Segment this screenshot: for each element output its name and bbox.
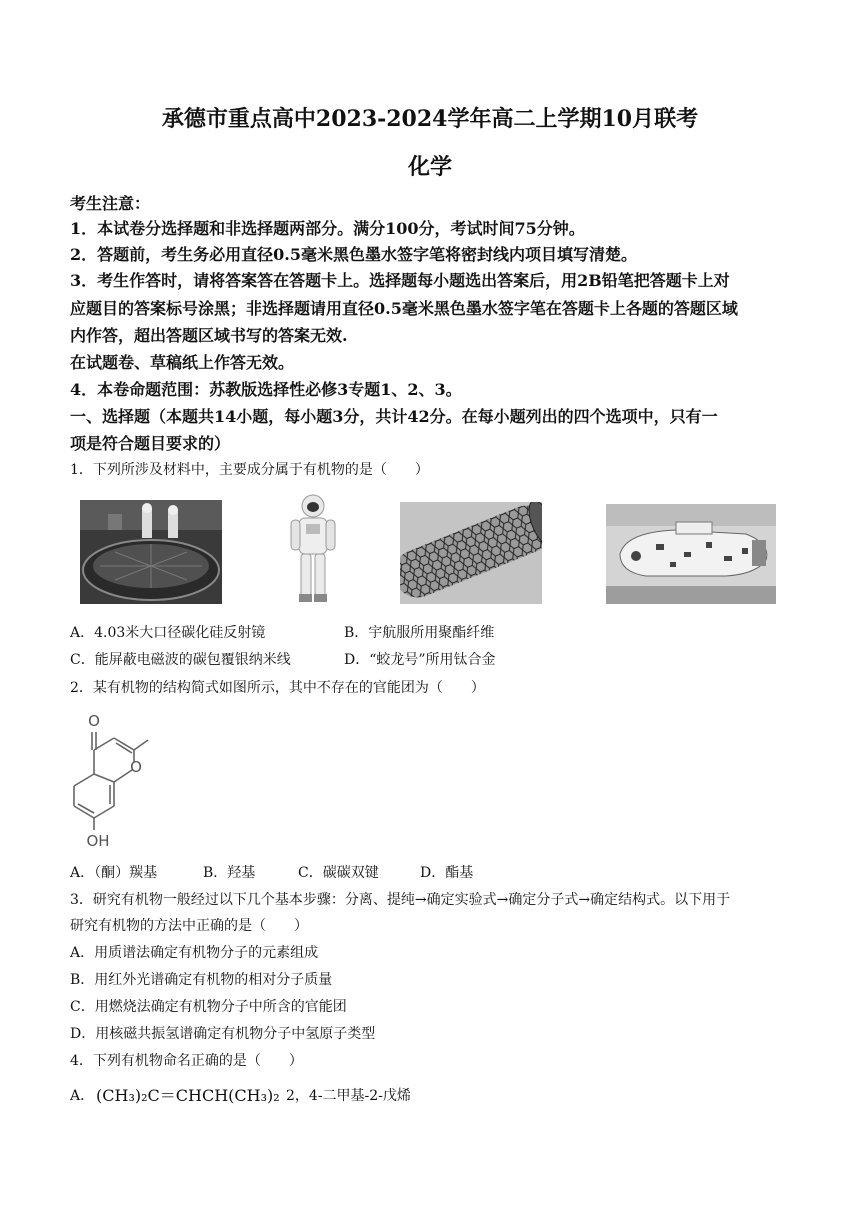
q4-option-a-label: A． [70,1088,95,1104]
q3-option-d: D．用核磁共振氢谱确定有机物分子中氢原子类型 [70,1026,376,1042]
q4-option-a-formula: (CH₃)₂C＝CHCH(CH₃)₂ [96,1086,280,1105]
q3-option-a: A．用质谱法确定有机物分子的元素组成 [70,945,319,961]
section-heading-cont: 项是符合题目要求的） [70,434,231,453]
subject-title: 化学 [407,154,452,180]
notice-line: 4．本卷命题范围：苏教版选择性必修3专题1、2、3。 [70,380,462,399]
question-2-stem: 2．某有机物的结构简式如图所示，其中不存在的官能团为（ ） [70,680,485,696]
question-1-stem: 1．下列所涉及材料中，主要成分属于有机物的是（ ） [70,462,429,478]
q2-option-b: B．羟基 [203,865,256,881]
submarine-photo [606,504,776,604]
q1-option-c: C．能屏蔽电磁波的碳包覆银纳米线 [70,652,291,668]
notice-line: 应题目的答案标号涂黑；非选择题请用直径0.5毫米黑色墨水签字笔在答题卡上各题的答题区域 [70,299,738,318]
q2-option-c: C．碳碳双键 [298,865,379,881]
q1-option-d: D．“蛟龙号”所用钛合金 [344,652,496,668]
notice-line: 1．本试卷分选择题和非选择题两部分。满分100分，考试时间75分钟。 [70,219,585,238]
q1-option-b: B．宇航服所用聚酯纤维 [344,625,495,641]
q2-option-a: A．（酮）羰基 [70,865,158,881]
q4-option-a-name: 2，4-二甲基-2-戊烯 [286,1088,411,1104]
nanowire-photo [400,502,542,604]
structure-diagram [70,706,190,856]
notice-line: 3．考生作答时，请将答案答在答题卡上。选择题每小题选出答案后，用2B铅笔把答题卡上对 [70,271,730,290]
q2-option-d: D．酯基 [420,865,474,881]
notice-heading: 考生注意： [70,194,151,213]
spacesuit-photo [288,492,338,604]
notice-line: 在试题卷、草稿纸上作答无效。 [70,353,295,372]
question-3-stem-cont: 研究有机物的方法中正确的是（ ） [70,918,308,934]
atom-label-o: O [130,758,142,776]
mirror-photo [80,500,222,604]
q3-option-b: B．用红外光谱确定有机物的相对分子质量 [70,972,333,988]
question-3-stem: 3．研究有机物一般经过以下几个基本步骤：分离、提纯→确定实验式→确定分子式→确定结构式。以下用于 [70,892,731,908]
exam-title: 承德市重点高中2023-2024学年高二上学期10月联考 [161,106,699,132]
question-4-stem: 4．下列有机物命名正确的是（ ） [70,1053,303,1069]
q3-option-c: C．用燃烧法确定有机物分子中所含的官能团 [70,999,347,1015]
notice-line: 2．答题前，考生务必用直径0.5毫米黑色墨水签字笔将密封线内项目填写清楚。 [70,245,637,264]
atom-label-oh: OH [86,832,110,850]
notice-line: 内作答，超出答题区域书写的答案无效. [70,326,348,345]
q1-option-a: A．4.03米大口径碳化硅反射镜 [70,625,266,641]
section-heading: 一、选择题（本题共14小题，每小题3分，共计42分。在每小题列出的四个选项中，只有一 [70,407,718,426]
atom-label-o: O [88,712,100,730]
